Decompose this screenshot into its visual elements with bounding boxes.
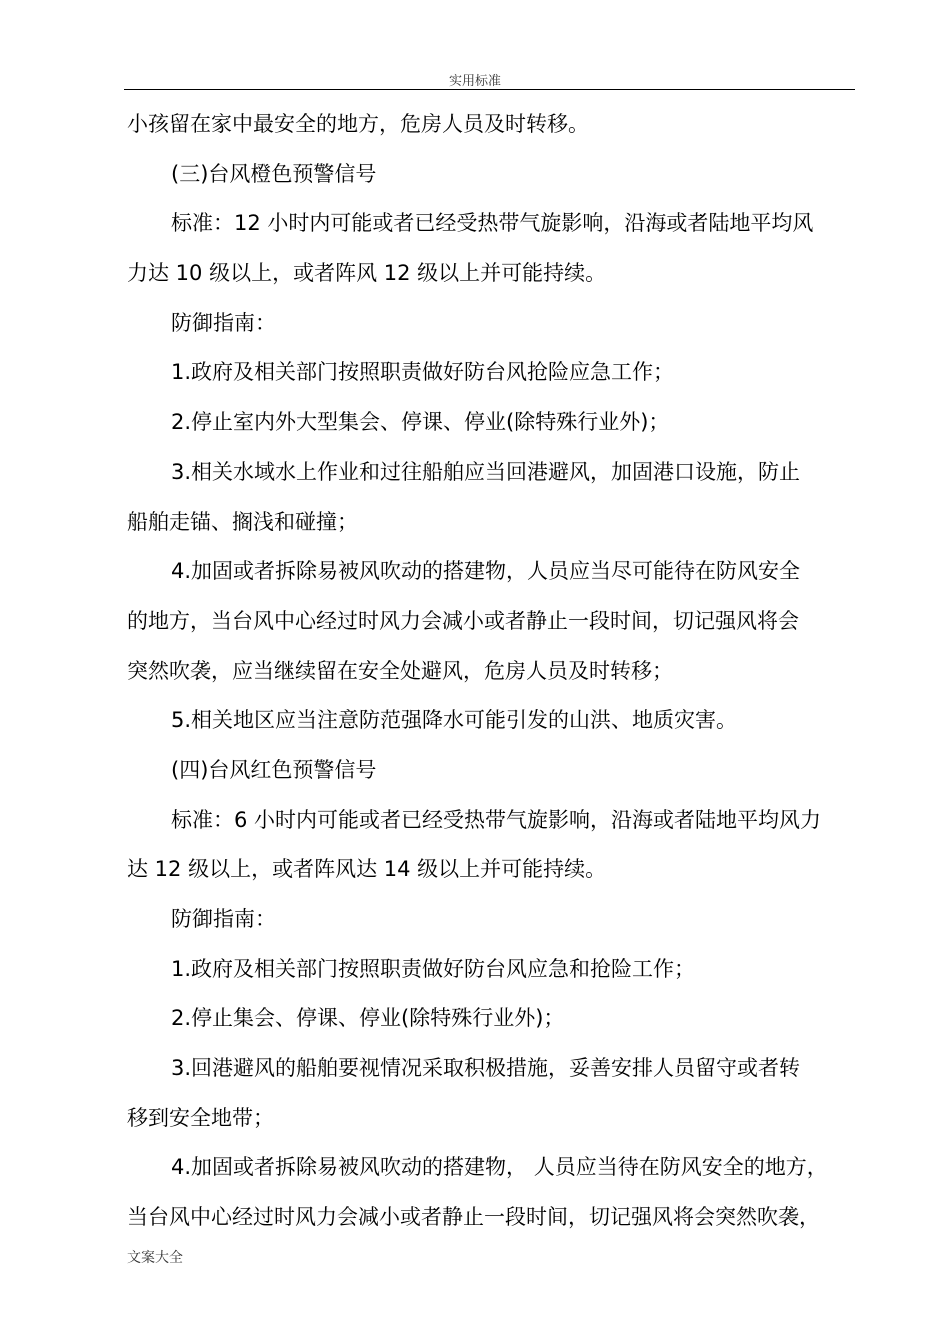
body-line: 移到安全地带； — [127, 1105, 274, 1130]
list-item: 4.加固或者拆除易被风吹动的搭建物，人员应当尽可能待在防风安全 — [171, 559, 801, 584]
body-line: 力达 10 级以上，或者阵风 12 级以上并可能持续。 — [127, 261, 607, 286]
section-heading-orange: (三)台风橙色预警信号 — [171, 161, 377, 186]
body-line: 突然吹袭，应当继续留在安全处避风，危房人员及时转移； — [127, 658, 673, 683]
page-footer: 文案大全 — [127, 1250, 183, 1266]
list-item: 2.停止集会、停课、停业(除特殊行业外)； — [171, 1006, 565, 1031]
body-line: 船舶走锚、搁浅和碰撞； — [127, 509, 358, 534]
body-line: 标准：6 小时内可能或者已经受热带气旋影响，沿海或者陆地平均风力 — [171, 807, 822, 832]
body-line: 当台风中心经过时风力会减小或者静止一段时间，切记强风将会突然吹袭， — [127, 1205, 820, 1230]
body-line: 达 12 级以上，或者阵风达 14 级以上并可能持续。 — [127, 857, 607, 882]
body-line: 标准：12 小时内可能或者已经受热带气旋影响，沿海或者陆地平均风 — [171, 211, 814, 236]
list-item: 3.回港避风的船舶要视情况采取积极措施，妥善安排人员留守或者转 — [171, 1056, 801, 1081]
list-item: 2.停止室内外大型集会、停课、停业(除特殊行业外)； — [171, 410, 670, 435]
list-item: 1.政府及相关部门按照职责做好防台风抢险应急工作； — [171, 360, 675, 385]
header-divider — [124, 89, 855, 90]
list-item: 1.政府及相关部门按照职责做好防台风应急和抢险工作； — [171, 956, 696, 981]
document-body — [127, 100, 853, 1243]
list-item: 4.加固或者拆除易被风吹动的搭建物， 人员应当待在防风安全的地方， — [171, 1155, 828, 1180]
body-line: 的地方，当台风中心经过时风力会减小或者静止一段时间，切记强风将会 — [127, 608, 799, 633]
section-heading-red: (四)台风红色预警信号 — [171, 757, 377, 782]
page-header: 实用标准 — [448, 74, 501, 89]
body-line: 小孩留在家中最安全的地方，危房人员及时转移。 — [127, 112, 589, 136]
guide-heading: 防御指南： — [171, 310, 276, 335]
list-item: 5.相关地区应当注意防范强降水可能引发的山洪、地质灾害。 — [171, 708, 738, 733]
guide-heading: 防御指南： — [171, 907, 276, 931]
list-item: 3.相关水域水上作业和过往船舶应当回港避风，加固港口设施，防止 — [171, 459, 801, 484]
